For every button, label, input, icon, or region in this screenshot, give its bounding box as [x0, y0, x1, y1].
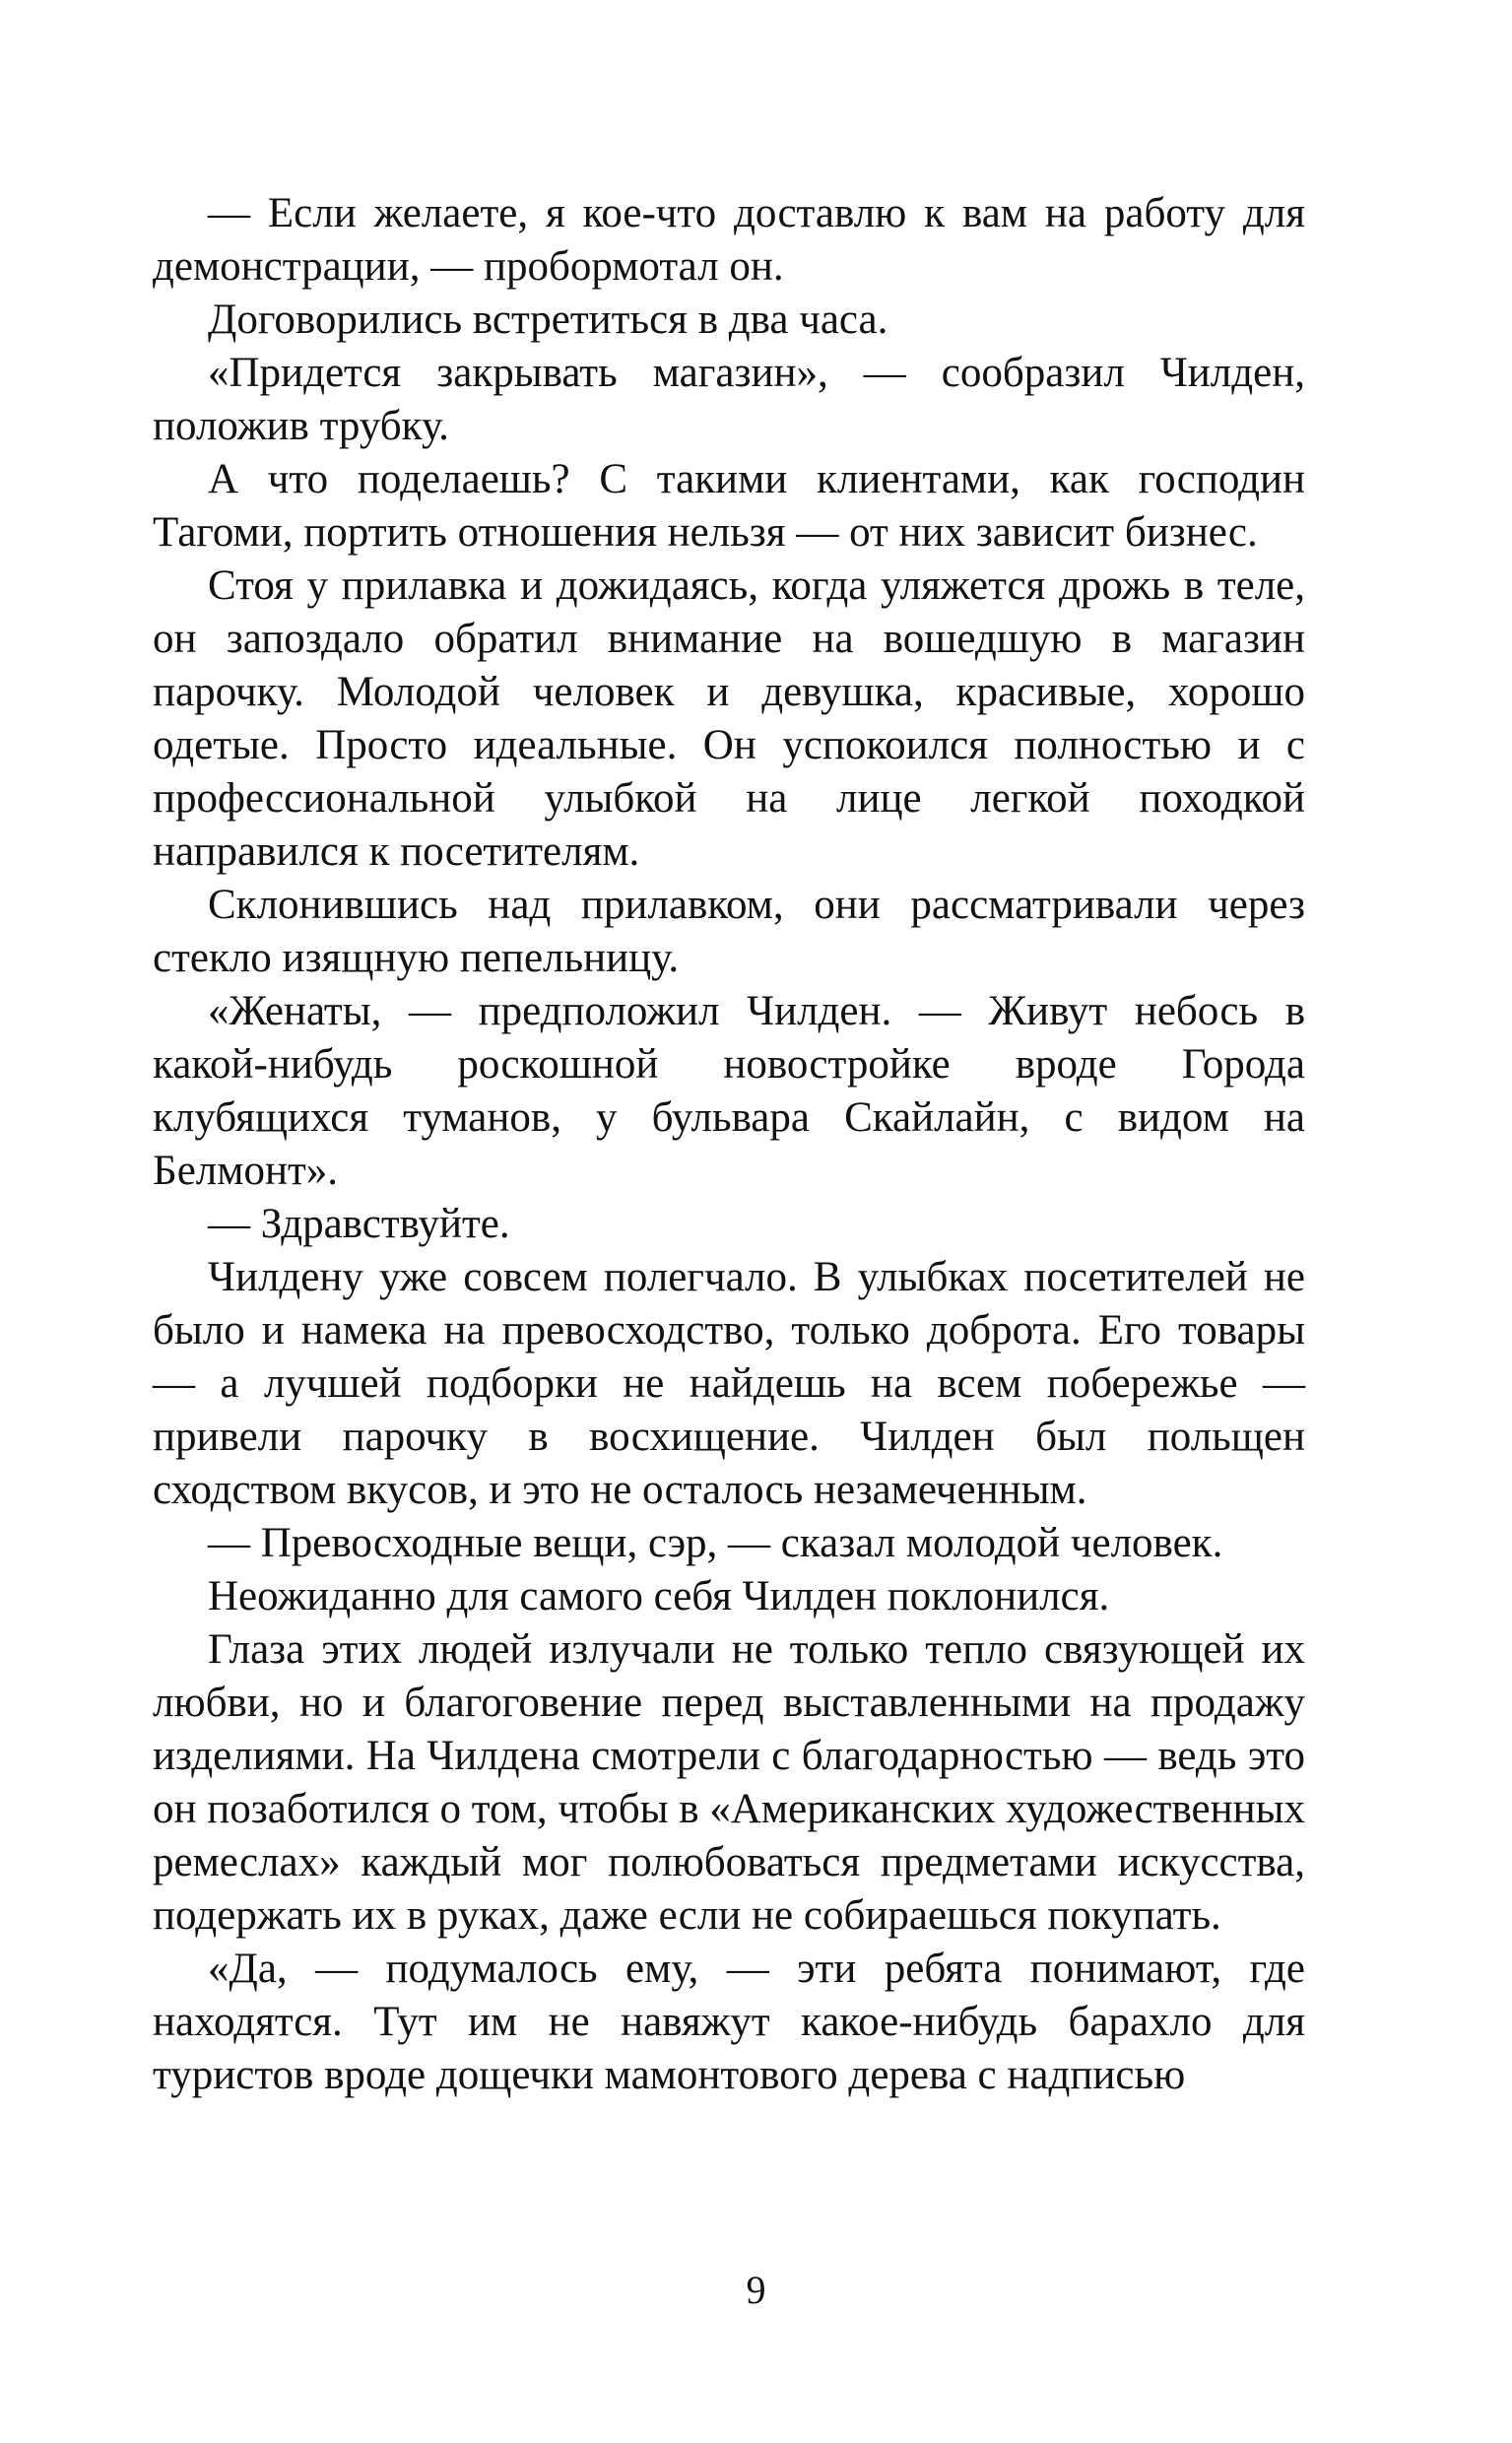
paragraph: А что поделаешь? С такими клиентами, как господин Тагоми, портить отношения нельзя — от них зависит бизнес.: [153, 456, 1305, 556]
paragraph: — Если желаете, я кое-что доставлю к вам на работу для демонстрации, — пробормотал он.: [153, 190, 1305, 290]
paragraph: «Да, — подумалось ему, — эти ребята понимают, где находятся. Тут им не навяжут какое-нибудь барахло для туристов вроде дощечки мамонтового дерева с надписью: [153, 1946, 1305, 2098]
paragraph: — Здравствуйте.: [208, 1201, 510, 1247]
paragraph: Стоя у прилавка и дожидаясь, когда уляжется дрожь в теле, он запоздало обратил внимание на вошедшую в магазин парочку. Молодой человек и девушка, красивые, хорошо одетые. Просто идеальные. Он успокоился полностью и с профессиональной улыбкой на лице легкой походкой направился к посетителям.: [153, 562, 1305, 875]
paragraph: — Превосходные вещи, сэр, — сказал молодой человек.: [208, 1520, 1223, 1566]
paragraph: Договорились встретиться в два часа.: [208, 297, 888, 343]
paragraph: «Женаты, — предположил Чилден. — Живут небось в какой-нибудь роскошной новостройке вроде Города клубящихся туманов, у бульвара Скайлайн, с видом на Белмонт».: [153, 988, 1305, 1194]
paragraph: Склонившись над прилавком, они рассматривали через стекло изящную пепельницу.: [153, 882, 1305, 981]
paragraph: Неожиданно для самого себя Чилден поклонился.: [208, 1573, 1110, 1619]
paragraph: «Придется закрывать магазин», — сообразил Чилден, положив трубку.: [153, 350, 1305, 449]
body-text: [153, 187, 1305, 2102]
page-number: 9: [746, 2268, 766, 2312]
paragraph: Чилдену уже совсем полегчало. В улыбках посетителей не было и намека на превосходство, только доброта. Его товары — а лучшей подборки не найдешь на всем побережье — привели парочку в восхищение. Чилден был польщен сходством вкусов, и это не осталось незамеченным.: [153, 1254, 1305, 1513]
paragraph: Глаза этих людей излучали не только тепло связующей их любви, но и благоговение перед выставленными на продажу изделиями. На Чилдена смотрели с благодарностью — ведь это он позаботился о том, чтобы в «Американских художественных ремеслах» каждый мог полюбоваться предметами искусства, подержать их в руках, даже если не собираешься покупать.: [153, 1626, 1305, 1939]
